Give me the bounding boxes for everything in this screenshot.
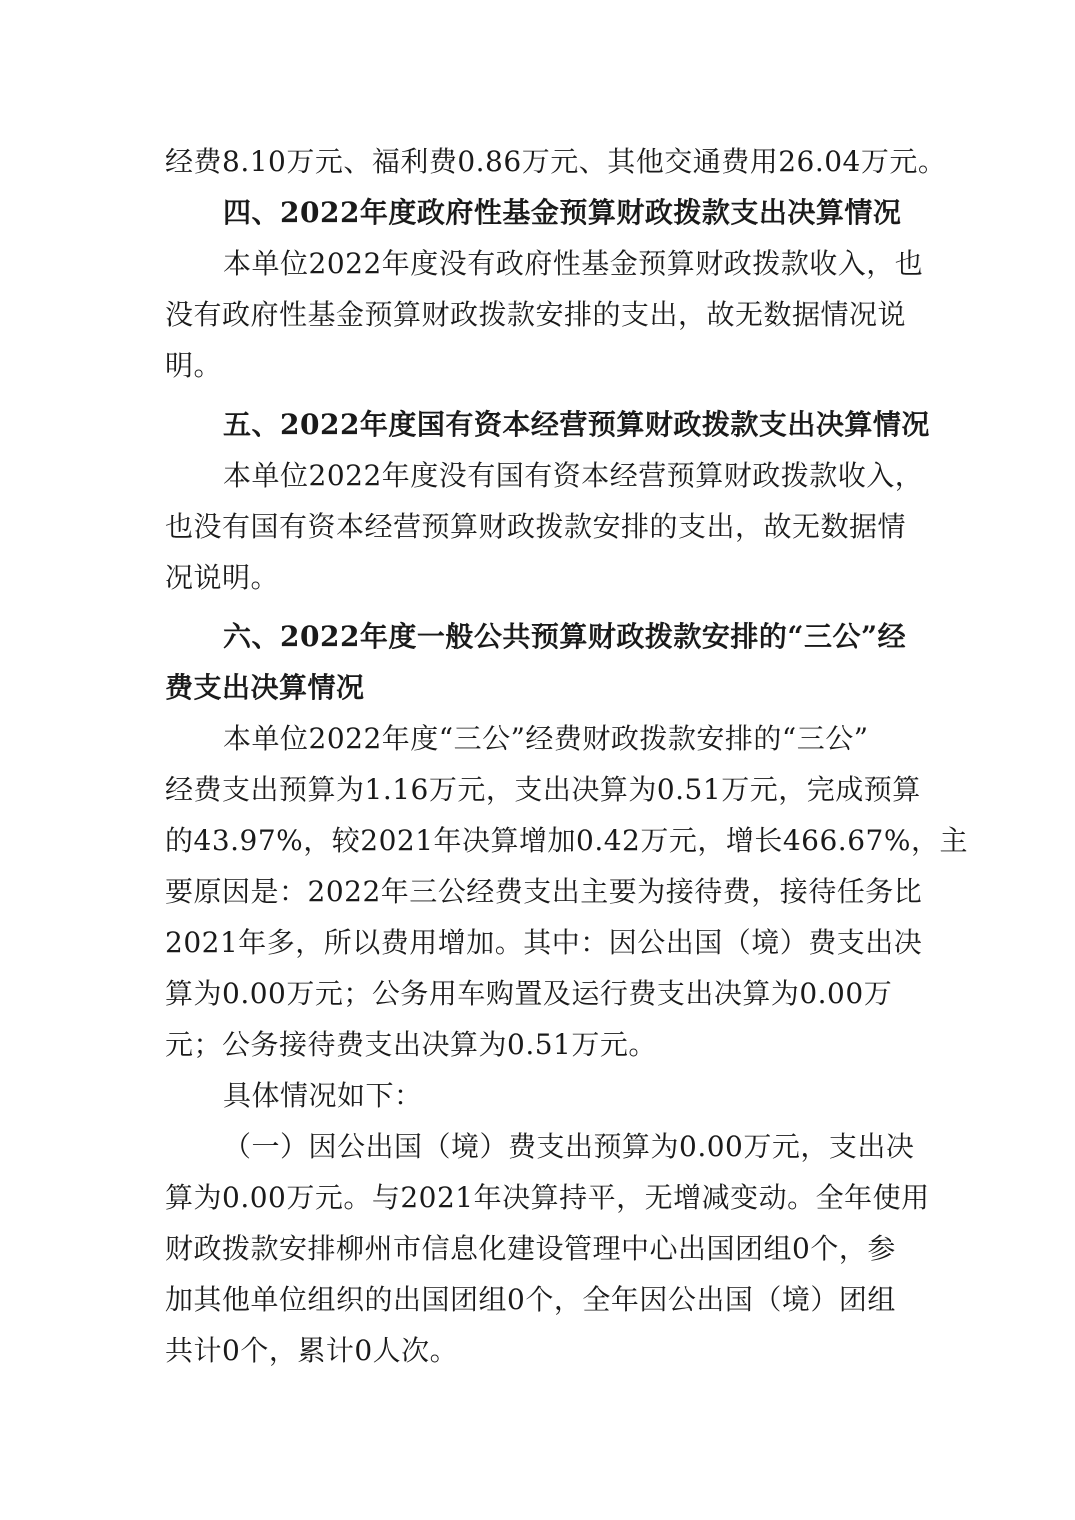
paragraph-line: 没有政府性基金预算财政拨款安排的支出，故无数据情况说: [165, 298, 907, 331]
paragraph-line: 元；公务接待费支出决算为0.51万元。: [165, 1028, 657, 1061]
paragraph-line: 算为0.00万元。与2021年决算持平，无增减变动。全年使用: [165, 1181, 930, 1214]
paragraph-line: 经费8.10万元、福利费0.86万元、其他交通费用26.04万元。: [165, 145, 947, 178]
document-page: [165, 136, 968, 1376]
paragraph-line: 算为0.00万元；公务用车购置及运行费支出决算为0.00万: [165, 977, 893, 1010]
paragraph-line: （一）因公出国（境）费支出预算为0.00万元，支出决: [223, 1130, 915, 1163]
paragraph-line: 也没有国有资本经营预算财政拨款安排的支出，故无数据情: [165, 510, 907, 543]
paragraph-line: 本单位2022年度“三公”经费财政拨款安排的“三公”: [223, 722, 869, 755]
section-heading-4: 四、2022年度政府性基金预算财政拨款支出决算情况: [223, 196, 902, 229]
section-heading-6-cont: 费支出决算情况: [165, 671, 365, 704]
paragraph-line: 况说明。: [165, 561, 280, 594]
paragraph-line: 的43.97%，较2021年决算增加0.42万元，增长466.67%，主: [165, 824, 968, 857]
paragraph-line: 共计0个，累计0人次。: [165, 1334, 459, 1367]
paragraph-line: 财政拨款安排柳州市信息化建设管理中心出国团组0个，参: [165, 1232, 896, 1265]
paragraph-line: 本单位2022年度没有政府性基金预算财政拨款收入，也: [223, 247, 924, 280]
paragraph-line: 要原因是：2022年三公经费支出主要为接待费，接待任务比: [165, 875, 923, 908]
section-heading-6: 六、2022年度一般公共预算财政拨款安排的“三公”经: [223, 620, 907, 653]
paragraph-line: 明。: [165, 349, 223, 382]
section-heading-5: 五、2022年度国有资本经营预算财政拨款支出决算情况: [223, 408, 930, 441]
paragraph-line: 具体情况如下：: [223, 1079, 423, 1112]
paragraph-line: 经费支出预算为1.16万元，支出决算为0.51万元，完成预算: [165, 773, 921, 806]
paragraph-line: 本单位2022年度没有国有资本经营预算财政拨款收入，: [223, 459, 924, 492]
paragraph-line: 2021年多，所以费用增加。其中：因公出国（境）费支出决: [165, 926, 923, 959]
paragraph-line: 加其他单位组织的出国团组0个，全年因公出国（境）团组: [165, 1283, 896, 1316]
